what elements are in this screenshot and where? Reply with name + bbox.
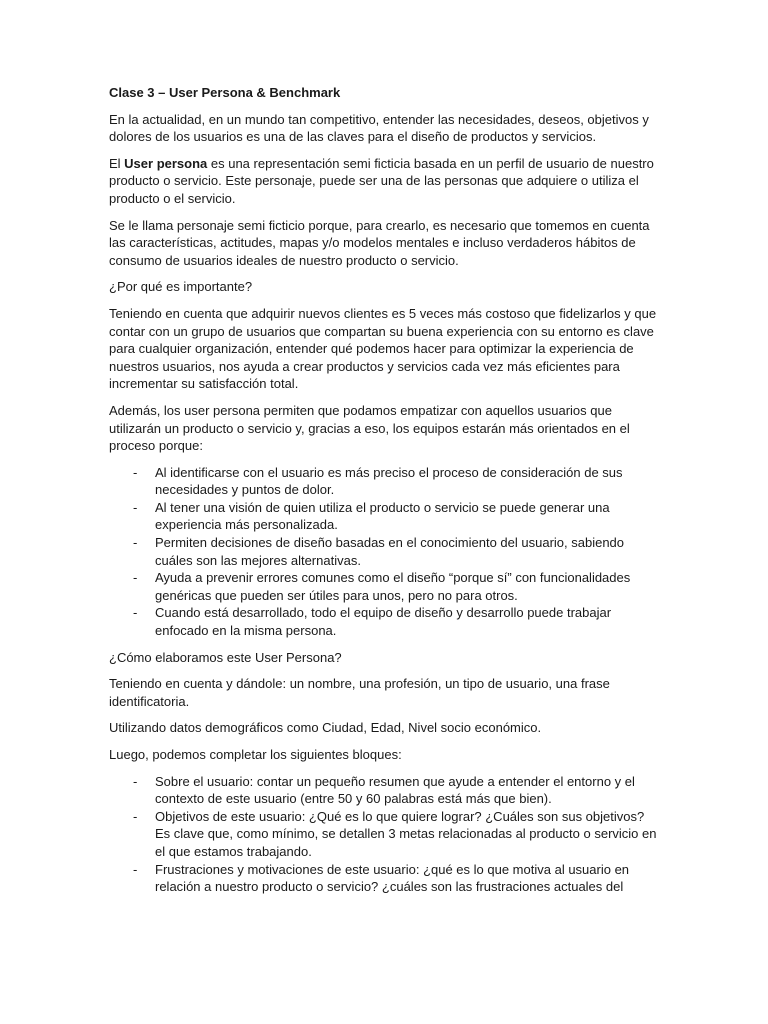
- utilizando-paragraph: Utilizando datos demográficos como Ciudad, Edad, Nivel socio económico.: [109, 720, 542, 736]
- list-item: [109, 569, 657, 604]
- bullet-dash: -: [133, 808, 138, 824]
- list-item-text: Permiten decisiones de diseño basadas en el conocimiento del usuario, sabiendo cuáles son las mejores alternativas.: [155, 535, 625, 568]
- semi-ficticio-paragraph: Se le llama personaje semi ficticio porque, para crearlo, es necesario que tomemos en cuenta las características, actitudes, mapas y/o modelos mentales e incluso verdaderos hábitos de consumo de usuarios ideales de nuestro producto o servicio.: [109, 217, 650, 268]
- list-item: [109, 773, 657, 808]
- list-item: [109, 861, 657, 896]
- list-item-text: Frustraciones y motivaciones de este usuario: ¿qué es lo que motiva al usuario en relación a nuestro producto o servicio? ¿cuáles son las frustraciones actuales del: [155, 861, 630, 895]
- list-item: [109, 464, 657, 499]
- question-how: ¿Cómo elaboramos este User Persona?: [109, 649, 342, 665]
- list-item-text: Cuando está desarrollado, todo el equipo de diseño y desarrollo puede trabajar enfocado en la misma persona.: [155, 605, 612, 639]
- intro-paragraph: En la actualidad, en un mundo tan competitivo, entender las necesidades, deseos, objetivos y dolores de los usuarios es una de las claves para el diseño de productos y servicios.: [109, 111, 649, 145]
- ademas-paragraph: Además, los user persona permiten que podamos empatizar con aquellos usuarios que utilizarán un producto o servicio y, gracias a eso, los equipos estarán más orientados en el proceso porque:: [109, 402, 630, 454]
- bullet-dash: -: [133, 605, 138, 621]
- list-item-text: Ayuda a prevenir errores comunes como el diseño “porque sí” con funcionalidades genéricas que pueden ser útiles para unos, pero no para otros.: [155, 570, 631, 603]
- blocks-list: [109, 773, 657, 896]
- luego-paragraph: Luego, podemos completar los siguientes bloques:: [109, 747, 402, 762]
- list-item-text: Al tener una visión de quien utiliza el producto o servicio se puede generar una experiencia más personalizada.: [155, 499, 610, 533]
- document-title: Clase 3 – User Persona & Benchmark: [109, 85, 341, 100]
- reasons-list: [109, 464, 657, 640]
- list-item: [109, 534, 657, 569]
- bullet-dash: -: [133, 499, 138, 515]
- definition-pre: El: [109, 155, 125, 171]
- list-item: [109, 604, 657, 639]
- document-page: [109, 84, 657, 905]
- bullet-dash: -: [133, 861, 138, 877]
- importance-paragraph: Teniendo en cuenta que adquirir nuevos clientes es 5 veces más costoso que fidelizarlos y que contar con un grupo de usuarios que compartan su buena experiencia con su entorno es clave para cualquier organización, entender qué podemos hacer para optimizar la experiencia de nuestros usuarios, nos ayuda a crear productos y servicios cada vez más eficientes para incrementar su satisfacción total.: [109, 305, 657, 392]
- bullet-dash: -: [133, 464, 138, 480]
- definition-paragraph: [109, 155, 657, 208]
- definition-post: es una representación semi ficticia basada en un perfil de usuario de nuestro producto o servicio. Este personaje, puede ser una de las personas que adquiere o utiliza el producto o el servicio.: [109, 155, 654, 206]
- bullet-dash: -: [133, 570, 138, 586]
- question-importance: ¿Por qué es importante?: [109, 279, 253, 295]
- list-item: [109, 808, 657, 861]
- list-item-text: Al identificarse con el usuario es más preciso el proceso de consideración de sus necesidades y puntos de dolor.: [155, 464, 623, 498]
- list-item: [109, 499, 657, 534]
- teniendo-paragraph: Teniendo en cuenta y dándole: un nombre, una profesión, un tipo de usuario, una frase identificatoria.: [109, 676, 610, 709]
- bullet-dash: -: [133, 535, 138, 551]
- bullet-dash: -: [133, 773, 138, 789]
- definition-term: User persona: [124, 155, 208, 171]
- list-item-text: Objetivos de este usuario: ¿Qué es lo que quiere lograr? ¿Cuáles son sus objetivos? Es clave que, como mínimo, se detallen 3 metas relacionadas al producto o servicio en el que estamos trabajando.: [155, 808, 657, 859]
- list-item-text: Sobre el usuario: contar un pequeño resumen que ayude a entender el entorno y el contexto de este usuario (entre 50 y 60 palabras está más que bien).: [155, 773, 635, 807]
